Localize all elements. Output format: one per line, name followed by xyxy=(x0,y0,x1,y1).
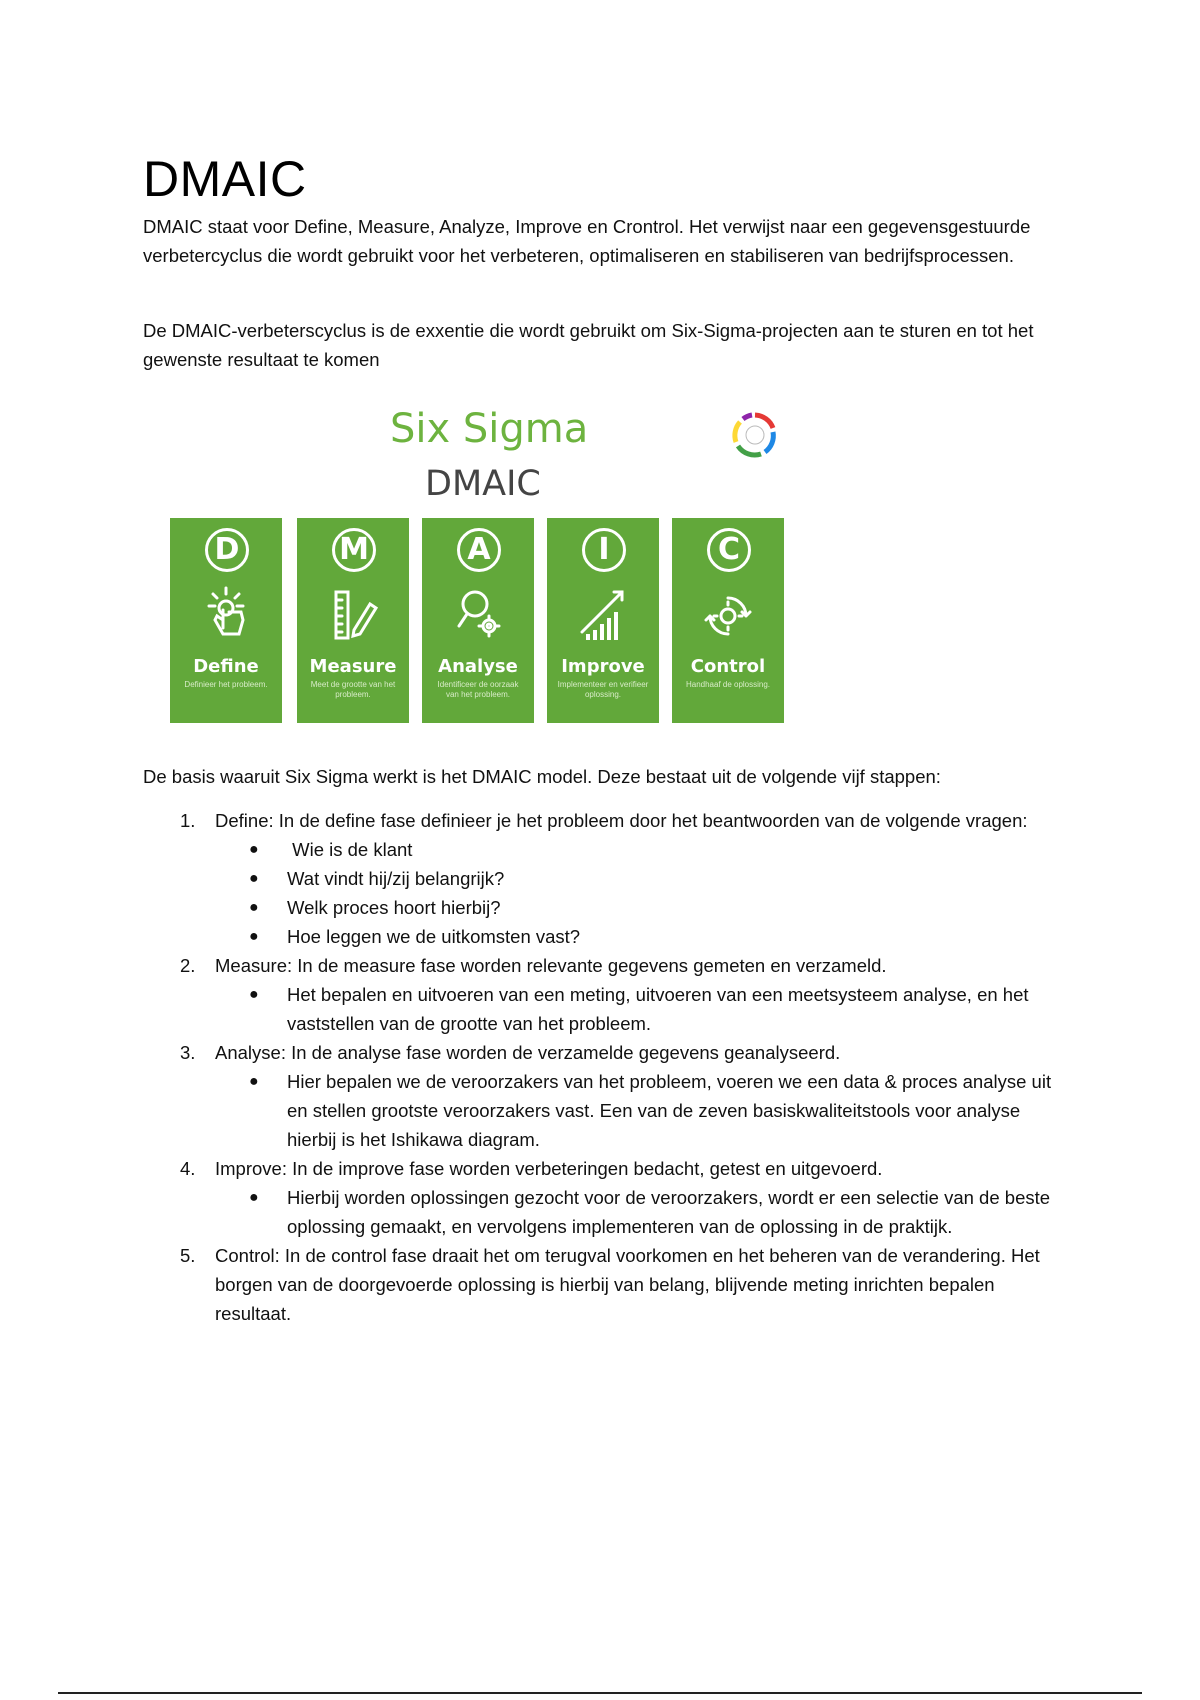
list-item xyxy=(180,1241,1060,1328)
card-letter: I xyxy=(582,528,626,572)
card-name: Analyse xyxy=(438,656,518,677)
page-bottom-divider xyxy=(58,1692,1142,1694)
list-item: ● Welk proces hoort hierbij? xyxy=(249,897,501,918)
card-letter: C xyxy=(707,528,751,572)
list-item: ● Wat vindt hij/zij belangrijk? xyxy=(249,868,505,889)
list-item: ● Het bepalen en uitvoeren van een meting, uitvoeren van een meetsysteem analyse, en het vaststellen van de grootte van het probleem. xyxy=(249,984,1029,1034)
step-text: Measure: In de measure fase worden relevante gegevens gemeten en verzameld. xyxy=(215,955,887,976)
card-letter: M xyxy=(332,528,376,572)
page-title: DMAIC xyxy=(143,151,307,207)
card-desc: Definieer het probleem. xyxy=(184,680,268,689)
growth-chart-icon xyxy=(578,586,628,646)
figure-subtitle: DMAIC xyxy=(425,464,541,504)
dmaic-card-measure xyxy=(297,518,409,723)
card-desc: Meet de grootte van het probleem. xyxy=(310,680,396,699)
dmaic-figure: Six Sigma DMAIC D Define Definieer het probleem. M Measure Meet de grootte van het probleem. A Analyse Identificeer de oorzaak van het probleem. I Improve Implementeer en verifieer oplossing. C Control Handhaaf de oplossing. xyxy=(170,400,790,730)
card-name: Control xyxy=(690,656,766,677)
list-item: ● Hierbij worden oplossingen gezocht voor de veroorzakers, wordt er een selectie van de beste oplossing gemaakt, en vervolgens implementeren van de oplossing in de praktijk. xyxy=(249,1187,1051,1237)
sub-bullet-list xyxy=(215,835,1060,951)
step-number: 2. xyxy=(180,955,196,976)
cycle-gear-icon xyxy=(703,586,753,646)
list-item xyxy=(180,1154,1060,1241)
card-name: Measure xyxy=(309,656,397,677)
step-number: 3. xyxy=(180,1042,196,1063)
dmaic-steps-list xyxy=(180,806,1060,1328)
card-name: Define xyxy=(193,656,259,677)
ruler-pencil-icon xyxy=(328,586,378,646)
list-item xyxy=(180,1038,1060,1154)
basis-paragraph: De basis waaruit Six Sigma werkt is het DMAIC model. Deze bestaat uit de volgende vijf stappen: xyxy=(143,766,941,787)
step-number: 1. xyxy=(180,810,196,831)
list-item: ● Hier bepalen we de veroorzakers van het probleem, voeren we een data & proces analyse uit en stellen grootste veroorzakers vast. Een van de zeven basiskwaliteitstools voor analyse hierbij is het Ishikawa diagram. xyxy=(249,1071,1052,1150)
card-desc: Implementeer en verifieer oplossing. xyxy=(557,680,649,699)
tap-hand-icon xyxy=(201,586,251,646)
card-letter: D xyxy=(205,528,249,572)
dmaic-card-define xyxy=(170,518,282,723)
intro-paragraph-2: De DMAIC-verbeterscyclus is de exxentie die wordt gebruikt om Six-Sigma-projecten aan te sturen en tot het gewenste resultaat te komen xyxy=(143,320,1034,370)
magnifier-gear-icon xyxy=(453,586,503,646)
list-item xyxy=(180,806,1060,951)
list-item xyxy=(180,951,1060,1038)
sub-bullet-list xyxy=(215,1183,1060,1241)
step-text: Improve: In de improve fase worden verbeteringen bedacht, getest en uitgevoerd. xyxy=(215,1158,883,1179)
step-text: Control: In de control fase draait het om terugval voorkomen en het beheren van de verandering. Het borgen van de doorgevoerde oplossing is hierbij van belang, blijvende meting inrichten bepalen resultaat. xyxy=(215,1245,1040,1324)
card-letter: A xyxy=(457,528,501,572)
card-name: Improve xyxy=(561,656,645,677)
list-item: ● Wie is de klant xyxy=(249,839,413,860)
dmaic-card-improve xyxy=(547,518,659,723)
step-number: 4. xyxy=(180,1158,196,1179)
step-number: 5. xyxy=(180,1245,196,1266)
card-desc: Handhaaf de oplossing. xyxy=(685,680,771,689)
card-desc: Identificeer de oorzaak van het probleem. xyxy=(437,680,519,699)
list-item: ● Hoe leggen we de uitkomsten vast? xyxy=(249,926,581,947)
dmaic-card-analyse xyxy=(422,518,534,723)
sub-bullet-list xyxy=(215,1067,1060,1154)
sub-bullet-list xyxy=(215,980,1060,1038)
step-text: Analyse: In de analyse fase worden de verzamelde gegevens geanalyseerd. xyxy=(215,1042,841,1063)
step-text: Define: In de define fase definieer je het probleem door het beantwoorden van de volgende vragen: xyxy=(215,810,1028,831)
lean-six-sigma-logo-icon xyxy=(730,410,780,460)
dmaic-card-control xyxy=(672,518,784,723)
intro-paragraph-1: DMAIC staat voor Define, Measure, Analyze, Improve en Crontrol. Het verwijst naar een gegevensgestuurde verbetercyclus die wordt gebruikt voor het verbeteren, optimaliseren en stabiliseren van bedrijfsprocessen. xyxy=(143,216,1031,266)
